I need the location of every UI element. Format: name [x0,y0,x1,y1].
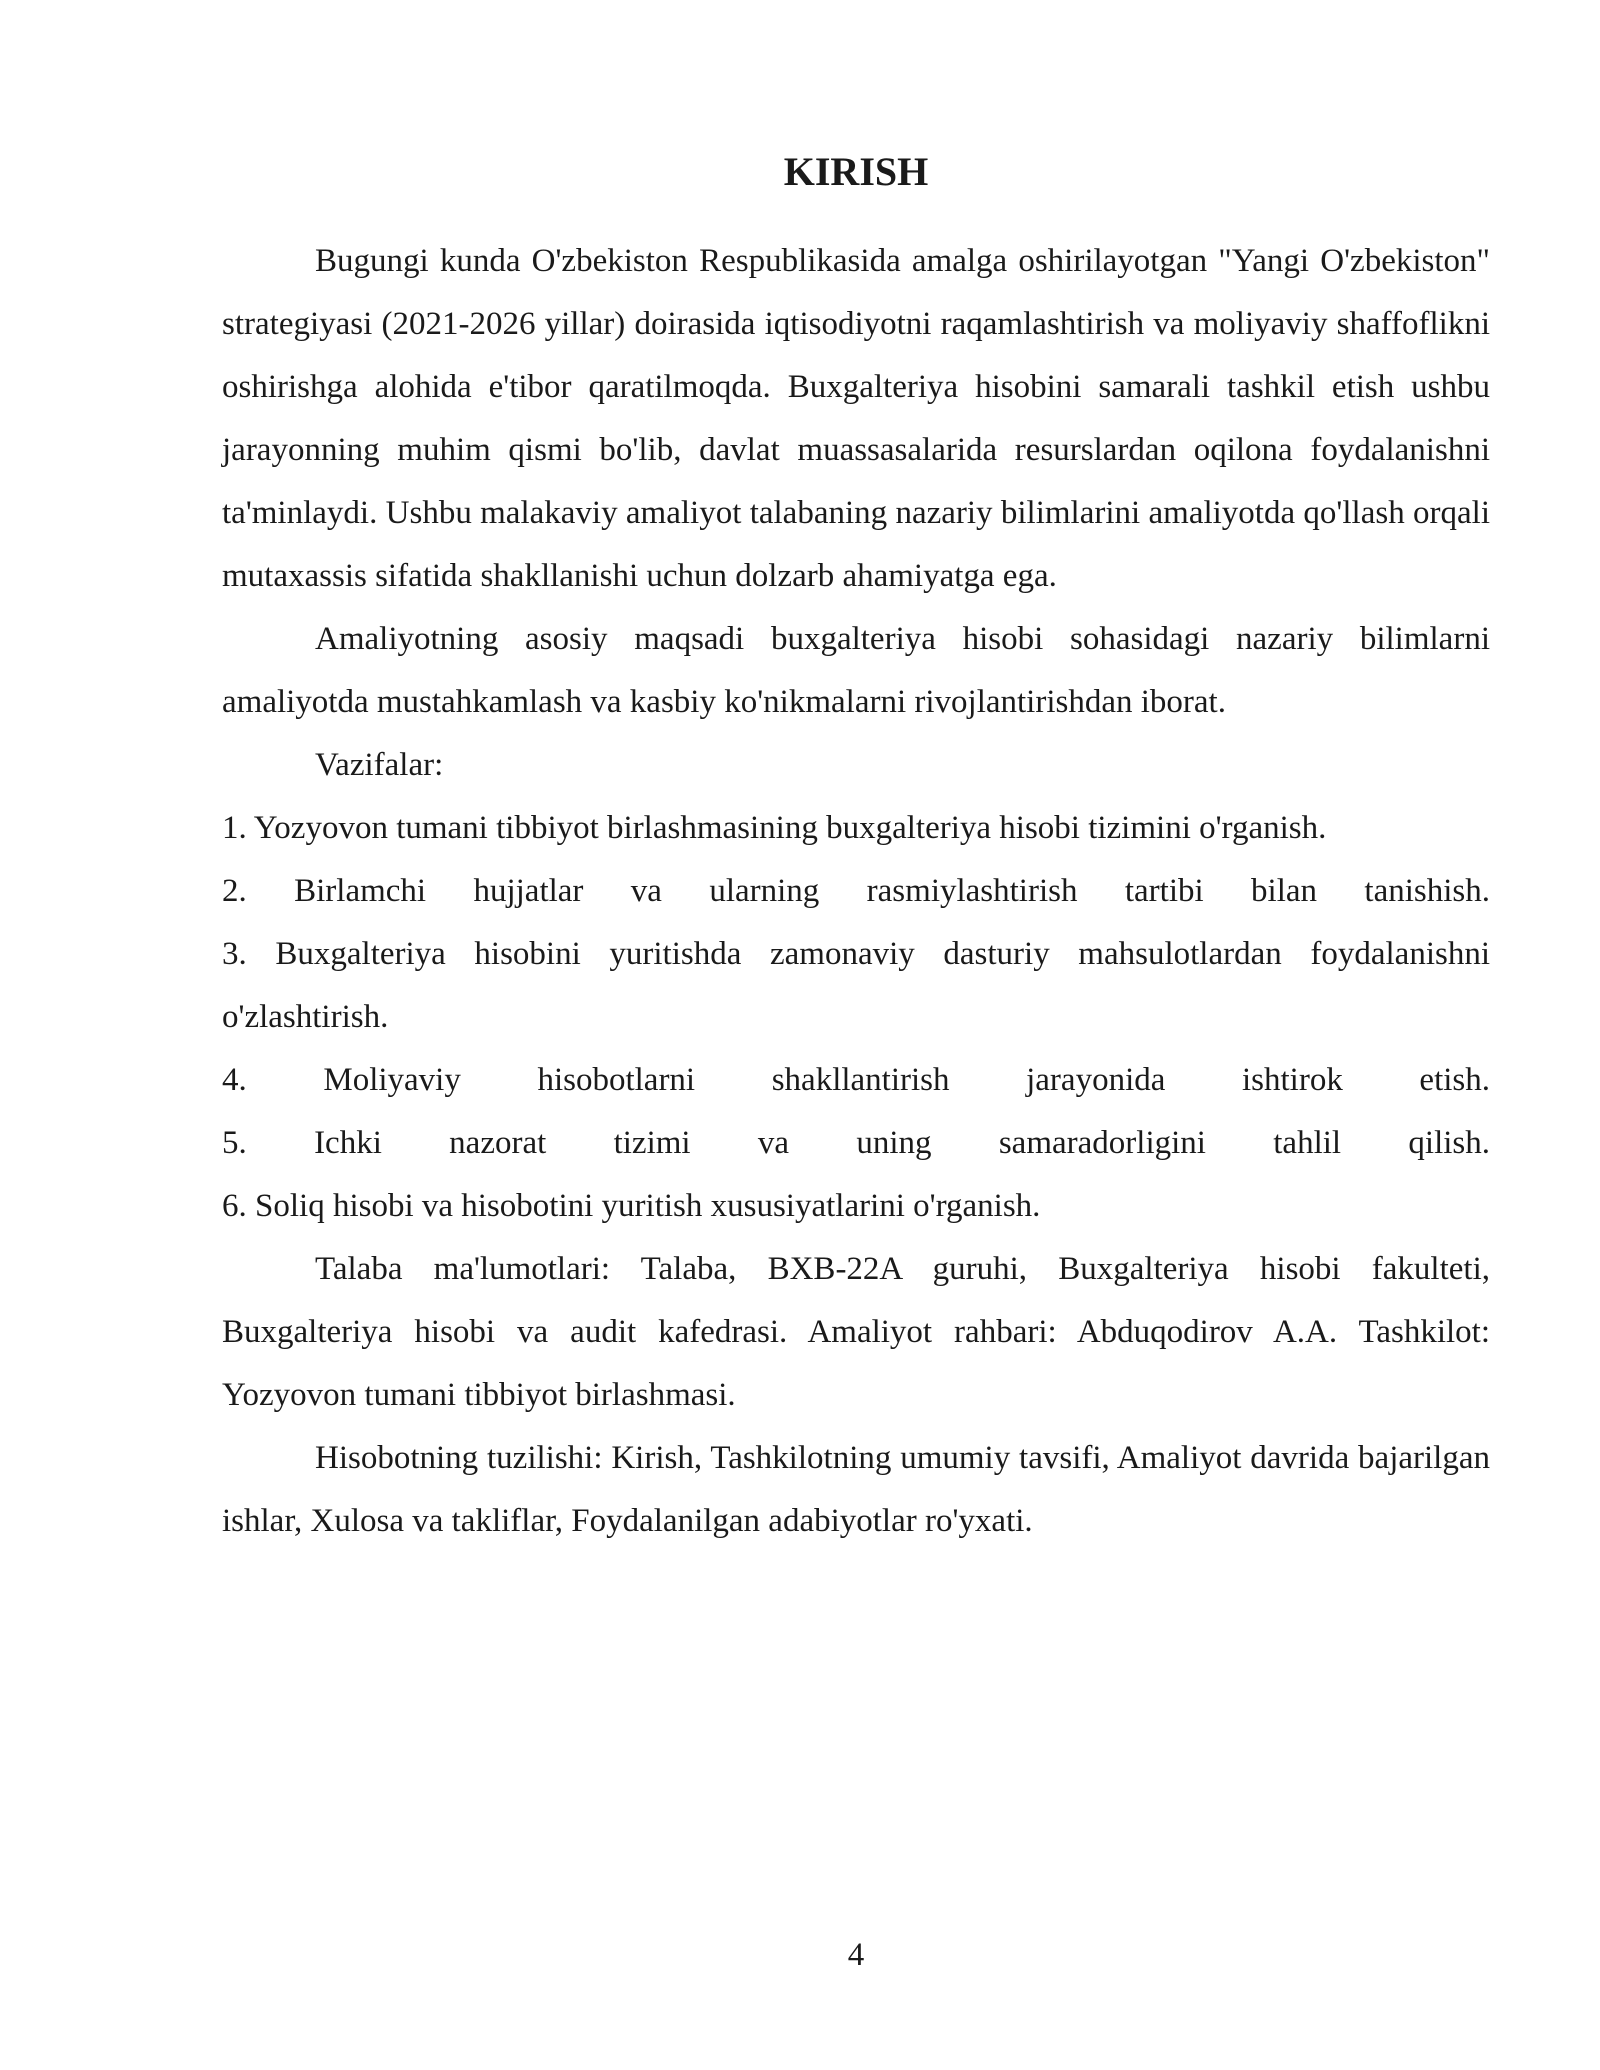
task-item-2: 2. Birlamchi hujjatlar va ularning rasmiylashtirish tartibi bilan tanishish. [222,873,1490,909]
intro-paragraph: Bugungi kunda O'zbekiston Respublikasida amalga oshirilayotgan "Yangi O'zbekiston" strategiyasi (2021-2026 yillar) doirasida iqtisodiyotni raqamlashtirish va moliyaviy shaffoflikni oshirishga alohida e'tibor qaratilmoqda. Buxgalteriya hisobini samarali tashkil etish ushbu jarayonning muhim qismi bo'lib, davlat muassasalarida resurslardan oqilona foydalanishni ta'minlaydi. Ushbu malakaviy amaliyot talabaning nazariy bilimlarini amaliyotda qo'llash orqali mutaxassis sifatida shakllanishi uchun dolzarb ahamiyatga ega. [222,243,1490,594]
goal-paragraph: Amaliyotning asosiy maqsadi buxgalteriya hisobi sohasidagi nazariy bilimlarni amaliyotda mustahkamlash va kasbiy ko'nikmalarni rivojlantirishdan iborat. [222,621,1490,720]
task-item-3: 3. Buxgalteriya hisobini yuritishda zamonaviy dasturiy mahsulotlardan foydalanishni o'zlashtirish. [222,936,1490,1035]
structure-paragraph: Hisobotning tuzilishi: Kirish, Tashkilotning umumiy tavsifi, Amaliyot davrida bajarilgan ishlar, Xulosa va takliflar, Foydalanilgan adabiyotlar ro'yxati. [222,1440,1490,1539]
tasks-heading: Vazifalar: [315,747,444,783]
tasks-list [222,797,1490,1238]
task-item-5: 5. Ichki nazorat tizimi va uning samaradorligini tahlil qilish. [222,1125,1490,1161]
task-item-4: 4. Moliyaviy hisobotlarni shakllantirish jarayonida ishtirok etish. [222,1062,1490,1098]
student-info-paragraph: Talaba ma'lumotlari: Talaba, BXB-22A guruhi, Buxgalteriya hisobi fakulteti, Buxgalteriya hisobi va audit kafedrasi. Amaliyot rahbari: Abduqodirov A.A. Tashkilot: Yozyovon tumani tibbiyot birlashmasi. [222,1251,1490,1413]
task-item-6: 6. Soliq hisobi va hisobotini yuritish xususiyatlarini o'rganish. [222,1188,1041,1224]
document-body [222,230,1490,1553]
task-item-1: 1. Yozyovon tumani tibbiyot birlashmasining buxgalteriya hisobi tizimini o'rganish. [222,810,1327,846]
page-title: KIRISH [783,149,929,194]
page-number: 4 [847,1937,865,1973]
